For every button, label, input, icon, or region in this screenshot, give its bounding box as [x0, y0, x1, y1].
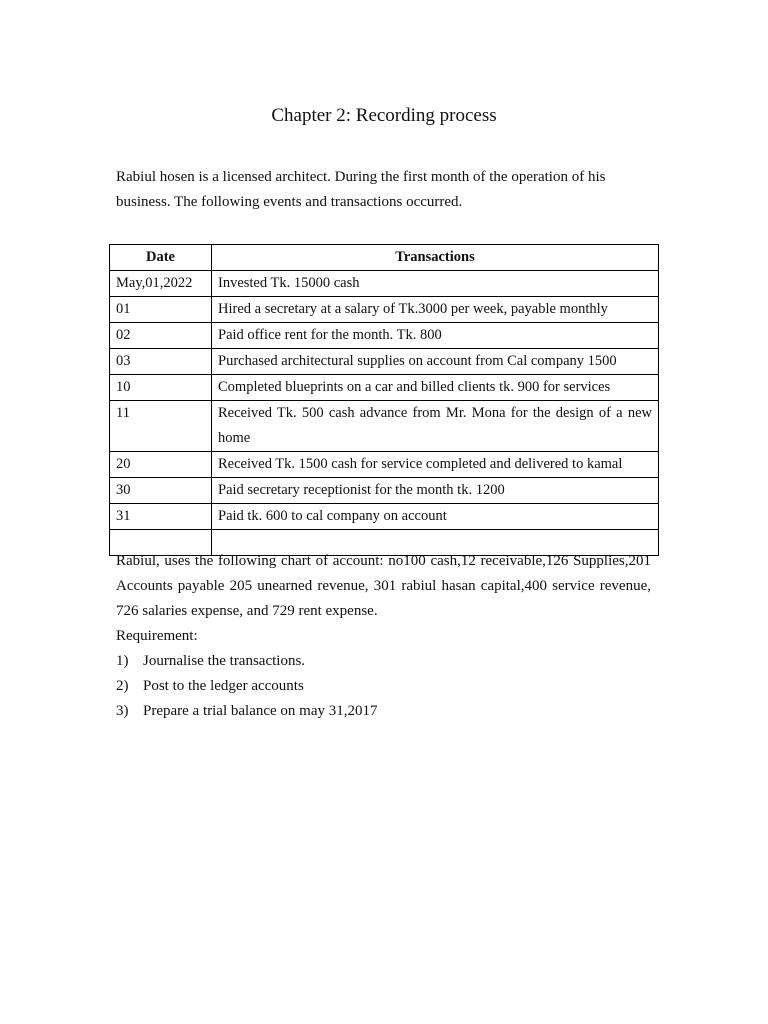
list-item-number: 1) [116, 653, 129, 669]
transaction-cell: Invested Tk. 15000 cash [212, 271, 659, 297]
table-row [110, 323, 659, 349]
transaction-cell: Purchased architectural supplies on account from Cal company 1500 [212, 349, 659, 375]
list-item-number: 2) [116, 678, 129, 694]
chart-of-accounts-paragraph: Rabiul, uses the following chart of account: no100 cash,12 receivable,126 Supplies,201 Accounts payable 205 unearned revenue, 301 rabiul hasan capital,400 service revenue, 726 salaries expense, and 729 rent expense. [116, 553, 651, 619]
date-column-header: Date [110, 245, 212, 271]
requirement-heading: Requirement: [116, 628, 198, 644]
table-row [110, 271, 659, 297]
table-row [110, 401, 659, 452]
date-cell: 20 [110, 452, 212, 478]
transaction-cell: Received Tk. 500 cash advance from Mr. Mona for the design of a new home [212, 401, 659, 452]
transactions-table [109, 244, 659, 556]
table-row [110, 504, 659, 530]
date-cell: 03 [110, 349, 212, 375]
date-cell: 30 [110, 478, 212, 504]
list-item-text: Post to the ledger accounts [143, 678, 304, 694]
transaction-cell: Received Tk. 1500 cash for service completed and delivered to kamal [212, 452, 659, 478]
transaction-cell: Completed blueprints on a car and billed clients tk. 900 for services [212, 375, 659, 401]
date-cell: 11 [110, 401, 212, 452]
table-row [110, 297, 659, 323]
table-row [110, 349, 659, 375]
page-title: Chapter 2: Recording process [271, 105, 497, 126]
date-cell: 02 [110, 323, 212, 349]
list-item-text: Prepare a trial balance on may 31,2017 [143, 703, 378, 719]
table-row [110, 375, 659, 401]
table-row [110, 478, 659, 504]
date-cell: May,01,2022 [110, 271, 212, 297]
transaction-cell: Paid office rent for the month. Tk. 800 [212, 323, 659, 349]
requirement-list [116, 649, 378, 724]
list-item-text: Journalise the transactions. [143, 653, 306, 669]
date-cell: 10 [110, 375, 212, 401]
list-item [116, 674, 378, 699]
date-cell: 01 [110, 297, 212, 323]
date-cell: 31 [110, 504, 212, 530]
transaction-cell: Hired a secretary at a salary of Tk.3000 per week, payable monthly [212, 297, 659, 323]
transactions-column-header: Transactions [212, 245, 659, 271]
list-item [116, 699, 378, 724]
transaction-cell: Paid secretary receptionist for the month tk. 1200 [212, 478, 659, 504]
list-item-number: 3) [116, 703, 129, 719]
table-header-row [110, 245, 659, 271]
intro-paragraph: Rabiul hosen is a licensed architect. During the first month of the operation of his business. The following events and transactions occurred. [116, 169, 606, 210]
transaction-cell: Paid tk. 600 to cal company on account [212, 504, 659, 530]
table-row [110, 452, 659, 478]
list-item [116, 649, 378, 674]
